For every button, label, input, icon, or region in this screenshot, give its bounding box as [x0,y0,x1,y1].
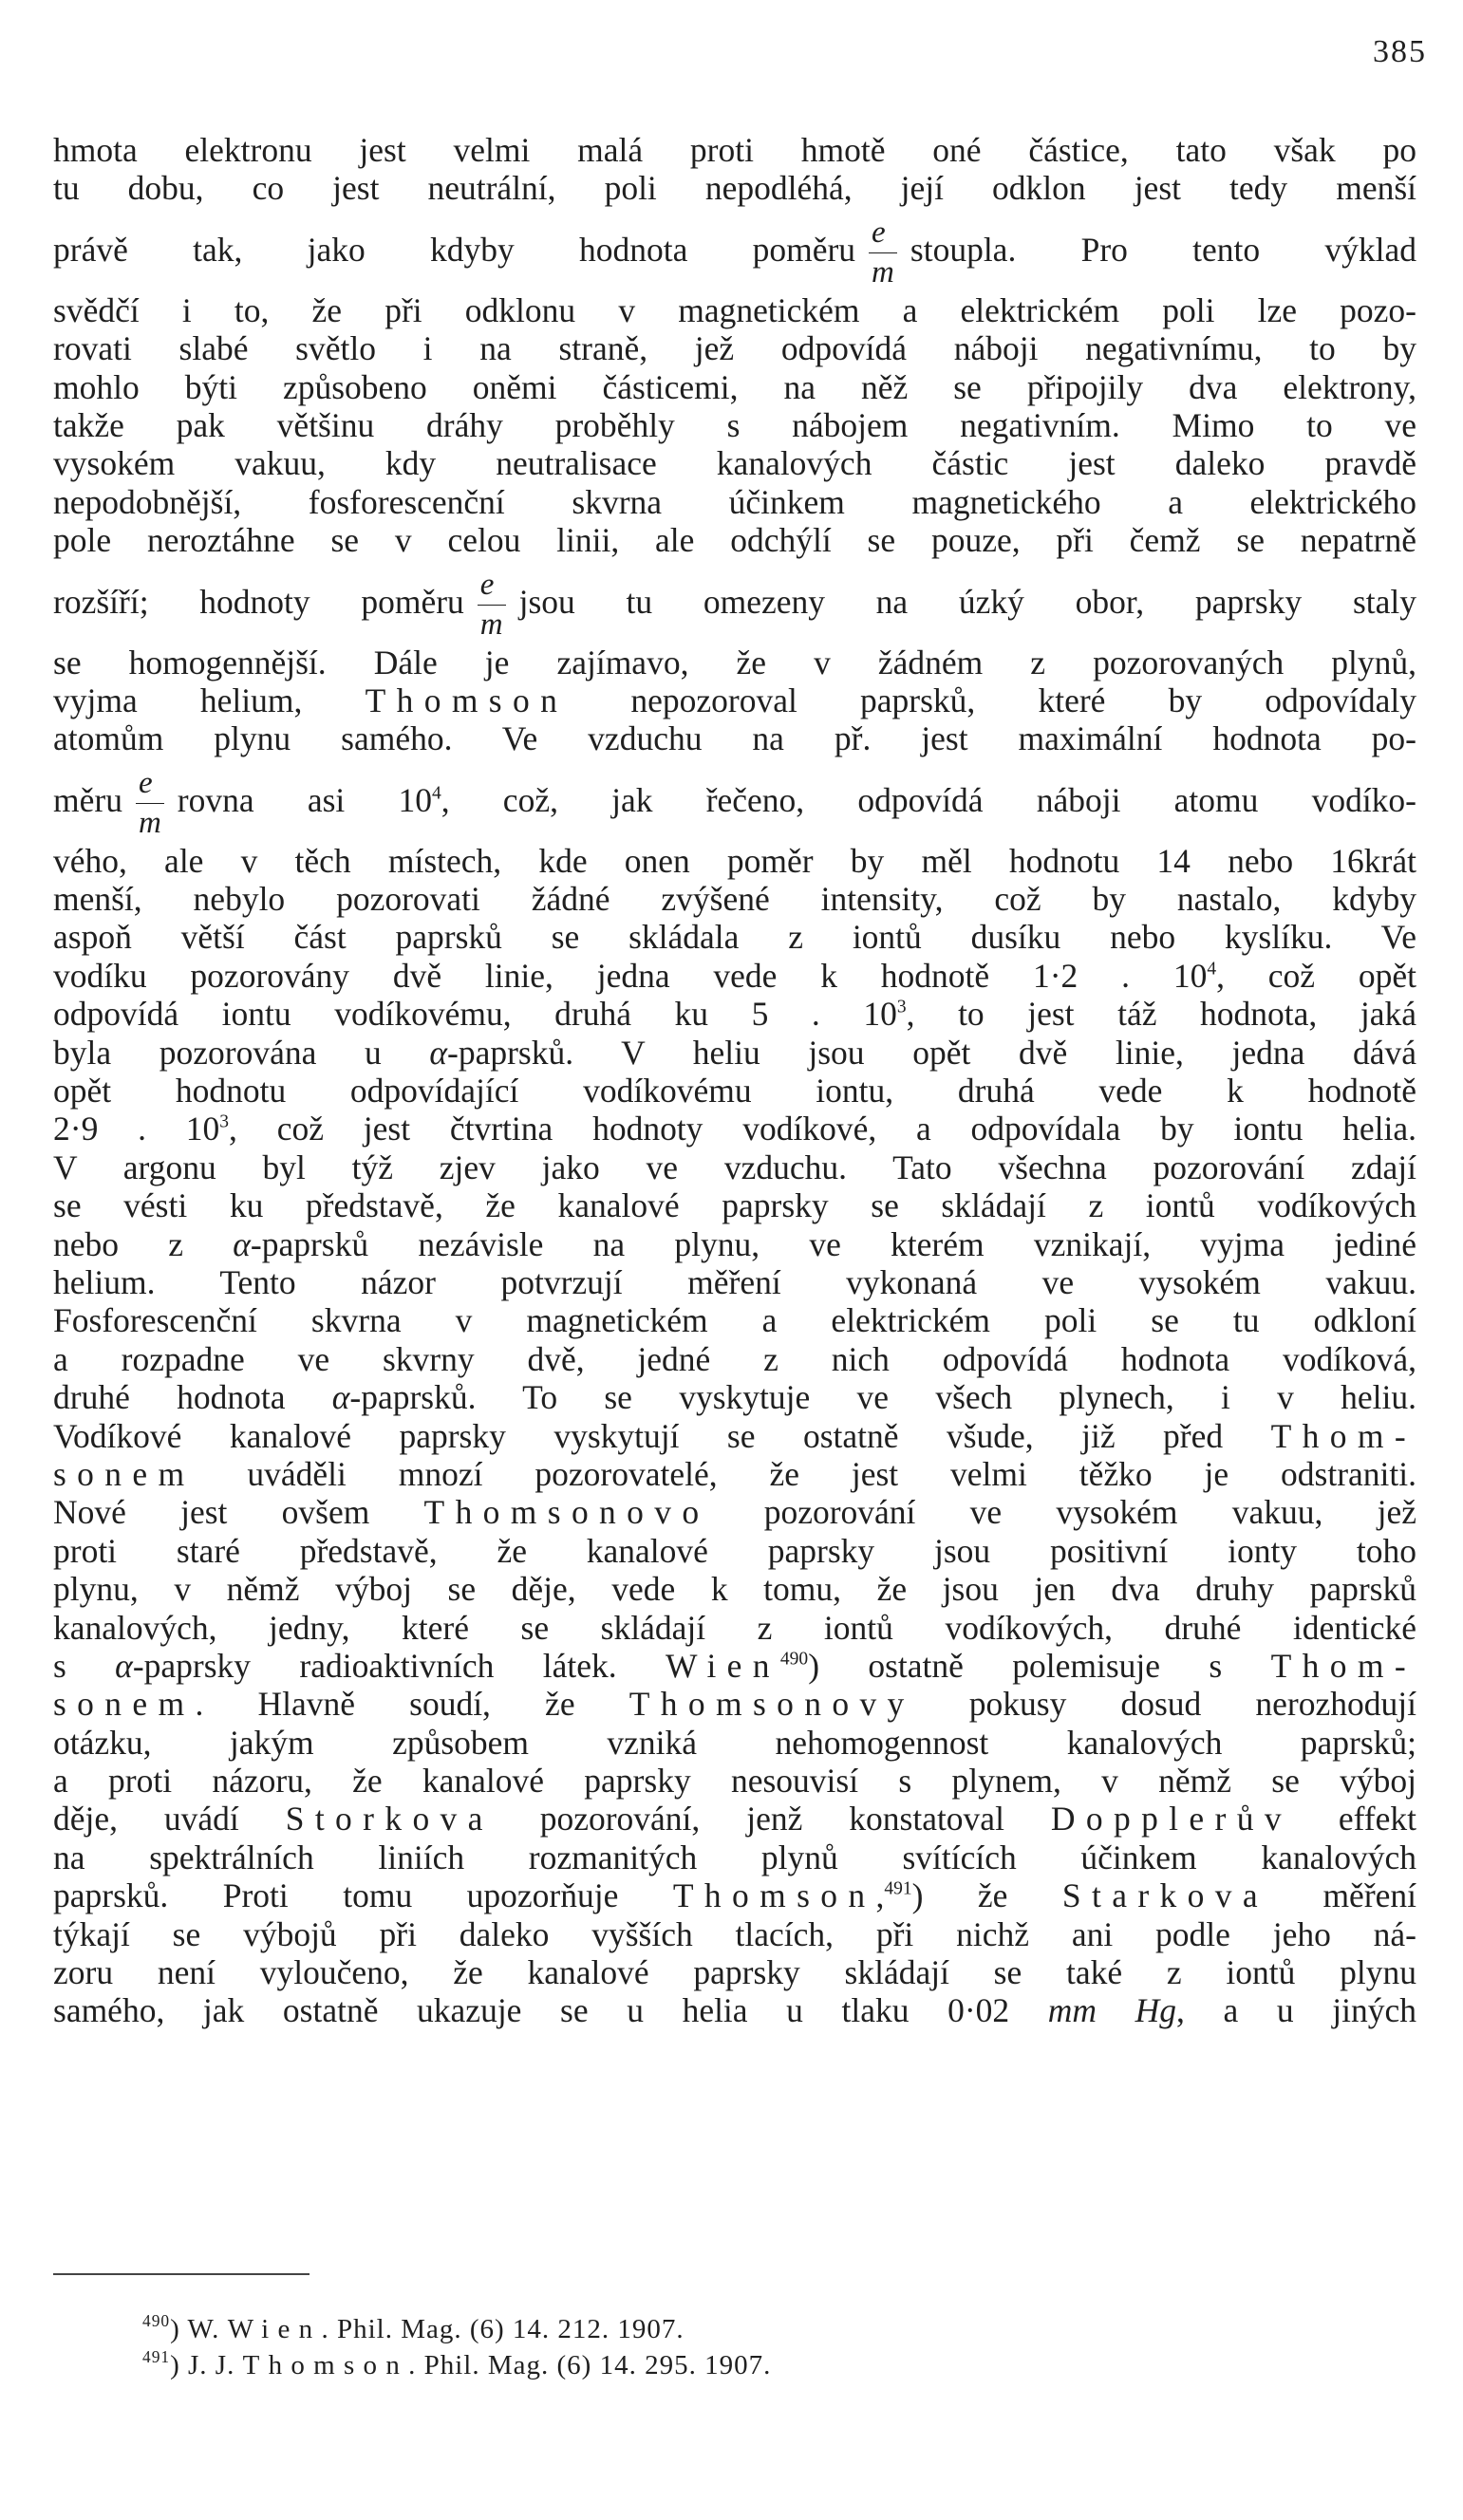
footnote-text: ) J. J. Thomson. Phil. Mag. (6) 14. 295. 1907. [170,2350,772,2380]
text-line: helium. Tento názor potvrzují měření vykonaná ve vysokém vakuu. [53,1262,1416,1301]
text-line: kanalových, jedny, které se skládají z iontů vodíkových, druhé identické [53,1608,1416,1647]
text-line: rovati slabé světlo i na straně, jež odpovídá náboji negativnímu, to by [53,329,1416,368]
text-line: týkají se výbojů při daleko vyšších tlacích, při nichž ani podle jeho ná- [53,1914,1416,1953]
fraction-e-over-m [869,217,897,289]
text-line: se vésti ku představě, že kanalové paprsky se skládají z iontů vodíkových [53,1186,1416,1225]
text-line: svědčí i to, že při odklonu v magnetickém a elektrickém poli lze pozo- [53,290,1416,329]
text-line: se homogennější. Dále je zajímavo, že v žádném z pozorovaných plynů, [53,643,1416,681]
text-line: otázku, jakým způsobem vzniká nehomogennost kanalových paprsků; [53,1723,1416,1762]
fraction-e-over-m [478,569,506,641]
text-line: vysokém vakuu, kdy neutralisace kanalových částic jest daleko pravdě [53,444,1416,483]
footnote [142,2347,771,2383]
line-text-before: právě tak, jako kdyby hodnota poměru [53,230,856,269]
text-line: a rozpadne ve skvrny dvě, jedné z nich odpovídá hodnota vodíková, [53,1339,1416,1378]
footnote-divider [53,2273,309,2275]
text-line: byla pozorována u α-paprsků. V heliu jsou opět dvě linie, jedna dává [53,1033,1416,1072]
text-line-with-fraction [53,208,1416,291]
text-line: samého, jak ostatně ukazuje se u helia u tlaku 0·02 mm Hg, a u jiných [53,1991,1416,2030]
text-line: menší, nebylo pozorovati žádné zvýšené intensity, což by nastalo, kdyby [53,880,1416,919]
text-line: nepodobnější, fosforescenční skvrna účinkem magnetického a elektrického [53,482,1416,521]
text-line: pole neroztáhne se v celou linii, ale odchýlí se pouze, při čemž se nepatrně [53,521,1416,560]
fraction-denominator: m [136,803,164,839]
text-line: takže pak většinu dráhy proběhly s nábojem negativním. Mimo to ve [53,405,1416,444]
footnote [142,2311,771,2347]
text-line: paprsků. Proti tomu upozorňuje Thomson,$^{491}$) že Starkova měření [53,1876,1417,1915]
text-line: tu dobu, co jest neutrální, poli nepodléhá, její odklon jest tedy menší [53,169,1416,208]
fraction-numerator: e [872,215,886,251]
text-line-with-fraction [53,560,1416,644]
text-line: atomům plynu samého. Ve vzduchu na př. jest maximální hodnota po- [53,719,1416,758]
text-line: aspoň větší část paprsků se skládala z iontů dusíku nebo kyslíku. Ve [53,918,1416,957]
fraction-denominator: m [869,252,897,289]
text-line: nebo z α-paprsků nezávisle na plynu, ve kterém vznikají, vyjma jediné [53,1224,1417,1263]
page-number: 385 [1373,34,1427,69]
text-line: s α-paprsky radioaktivních látek. Wien$^{490}$) ostatně polemisuje s Thom- [53,1646,1416,1685]
line-text-before: měru [53,780,122,819]
text-line-with-fraction [53,758,1416,842]
text-line: na spektrálních liniích rozmanitých plynů svítících účinkem kanalových [53,1838,1416,1876]
text-line: Fosforescenční skvrna v magnetickém a elektrickém poli se tu odkloní [53,1301,1416,1340]
text-line: opět hodnotu odpovídající vodíkovému iontu, druhá vede k hodnotě [53,1072,1416,1111]
text-line: plynu, v němž výboj se děje, vede k tomu, že jsou jen dva druhy paprsků [53,1570,1416,1609]
footnote-text: ) W. Wien. Phil. Mag. (6) 14. 212. 1907. [170,2314,685,2344]
fraction-numerator: e [479,567,495,602]
line-text-after: jsou tu omezeny na úzký obor, paprsky staly [518,582,1416,621]
text-line: druhé hodnota α-paprsků. To se vyskytuje ve všech plynech, i v heliu. [53,1378,1416,1417]
line-text-after: stoupla. Pro tento výklad [910,230,1416,269]
text-line: vyjma helium, Thomson nepozoroval paprsků, které by odpovídaly [53,681,1416,719]
text-line: 2·9 . $10^3$, což jest čtvrtina hodnoty vodíkové, a odpovídala by iontu helia. [53,1110,1416,1148]
text-line: V argonu byl týž zjev jako ve vzduchu. Tato všechna pozorování zdají [53,1148,1416,1186]
text-line: vodíku pozorovány dvě linie, jedna vede k hodnotě 1·2 . $10^4$, což opět [53,956,1416,995]
fraction-numerator: e [138,766,153,801]
text-line: proti staré představě, že kanalové paprsky jsou positivní ionty toho [53,1531,1416,1570]
fraction-denominator: m [478,605,506,641]
line-text-after: rovna asi $10^4$, což, jak řečeno, odpovídá náboji atomu vodíko- [177,780,1417,819]
text-line: odpovídá iontu vodíkovému, druhá ku 5 . $10^3$, to jest táž hodnota, jaká [53,995,1416,1034]
text-line: zoru není vyloučeno, že kanalové paprsky skládají se také z iontů plynu [53,1953,1416,1992]
text-line: Nové jest ovšem Thomsonovo pozorování ve vysokém vakuu, jež [53,1493,1416,1532]
text-line: sonem uváděli mnozí pozorovatelé, že jest velmi těžko je odstraniti. [53,1454,1416,1493]
text-line: mohlo býti způsobeno oněmi částicemi, na něž se připojily dva elektrony, [53,367,1416,406]
text-line: vého, ale v těch místech, kde onen poměr by měl hodnotu 14 nebo 16krát [53,841,1416,880]
text-line: a proti názoru, že kanalové paprsky nesouvisí s plynem, v němž se výboj [53,1762,1416,1801]
text-line: Vodíkové kanalové paprsky vyskytují se ostatně všude, již před Thom- [53,1416,1416,1455]
fraction-e-over-m [136,768,164,839]
footnote-mark: 490 [142,2310,171,2330]
footnote-mark: 491 [142,2346,171,2366]
body-text [53,131,1416,2030]
line-text-before: rozšíří; hodnoty poměru [53,582,464,621]
footnotes [142,2311,771,2383]
text-line: hmota elektronu jest velmi malá proti hmotě oné částice, tato však po [53,131,1416,169]
text-line: děje, uvádí Storkova pozorování, jenž konstatoval Dopplerův effekt [53,1800,1416,1839]
text-line: sonem. Hlavně soudí, že Thomsonovy pokusy dosud nerozhodují [53,1685,1416,1724]
